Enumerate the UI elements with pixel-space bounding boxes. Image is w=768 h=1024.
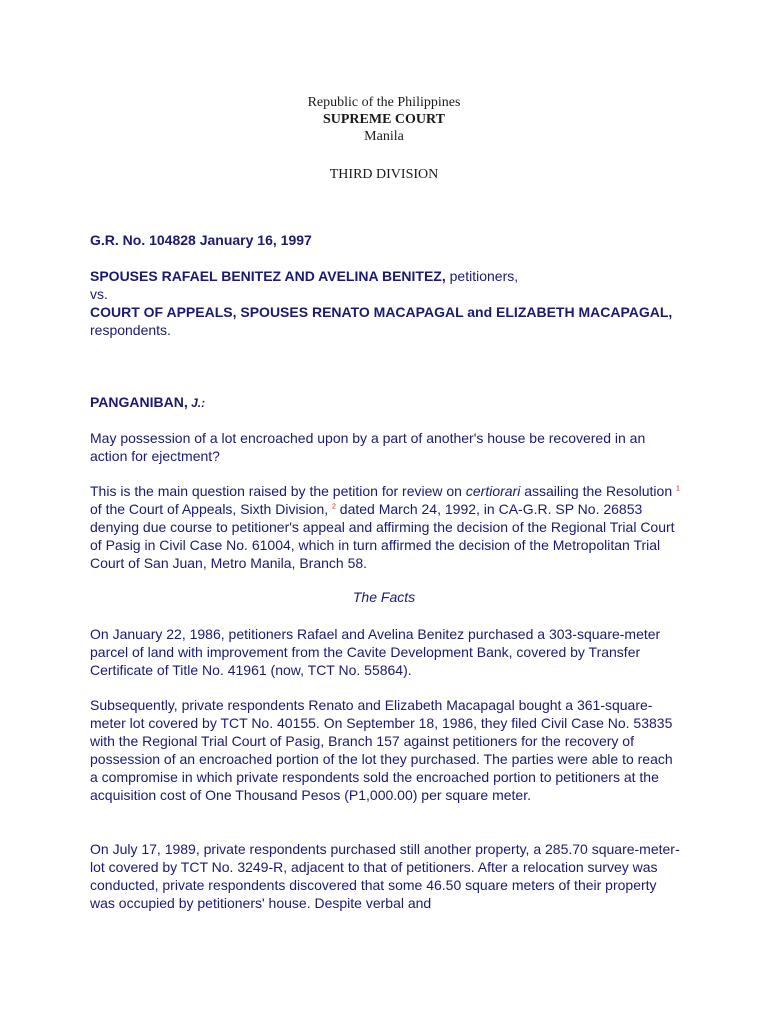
- facts-paragraph-1: On January 22, 1986, petitioners Rafael and Avelina Benitez purchased a 303-square-meter parcel of land with improvement from the Cavite Development Bank, covered by Transfer Certificate of Title No. 41961 (now, TCT No. 55864).: [90, 626, 661, 678]
- court-name: SUPREME COURT: [322, 112, 445, 127]
- certiorari-term: certiorari: [465, 483, 521, 499]
- intro-paragraph: [90, 482, 680, 572]
- respondents-line: [90, 303, 678, 339]
- facts-paragraph-2: Subsequently, private respondents Renato and Elizabeth Macapagal bought a 361-square-meter lot covered by TCT No. 40155. On September 18, 1986, they filed Civil Case No. 53835 with the Regional Trial Court of Pasig, Branch 157 against petitioners for the recovery of possession of an encroached portion of the lot they purchased. The parties were able to reach a compromise in which private respondents sold the encroached portion to petitioners at the acquisition cost of One Thousand Pesos (P1,000.00) per square meter.: [90, 697, 673, 803]
- case-number: G.R. No. 104828 January 16, 1997: [90, 232, 312, 248]
- ponente-name: PANGANIBAN,: [90, 394, 188, 410]
- respondents-role: respondents.: [90, 322, 171, 338]
- intro-text-3: of the Court of Appeals, Sixth Division,: [90, 501, 333, 517]
- question-paragraph: May possession of a lot encroached upon by a part of another's house be recovered in an action for ejectment?: [90, 430, 646, 464]
- court-city: Manila: [364, 129, 404, 144]
- intro-text-2: assailing the Resolution: [520, 483, 676, 499]
- versus-line: vs.: [90, 286, 108, 302]
- ponente: [90, 393, 205, 412]
- petitioners-names: SPOUSES RAFAEL BENITEZ AND AVELINA BENITEZ,: [90, 268, 446, 284]
- facts-heading: The Facts: [352, 589, 416, 605]
- respondents-names: COURT OF APPEALS, SPOUSES RENATO MACAPAGAL and ELIZABETH MACAPAGAL,: [90, 304, 673, 320]
- ponente-title: J.:: [187, 396, 206, 410]
- division-title: THIRD DIVISION: [329, 167, 439, 182]
- petitioners-role: petitioners,: [445, 268, 519, 284]
- case-parties: [90, 267, 678, 339]
- petitioners-line: [90, 267, 678, 285]
- intro-text-4: dated March 24, 1992, in CA-G.R. SP No. 26853 denying due course to petitioner's appeal and affirming the decision of the Regional Trial Court of Pasig in Civil Case No. 61004, which in turn affirmed the decision of the Metropolitan Trial Court of San Juan, Metro Manila, Branch 58.: [90, 501, 675, 571]
- facts-paragraph-3: On July 17, 1989, private respondents purchased still another property, a 285.70 square-meter-lot covered by TCT No. 3249-R, adjacent to that of petitioners. After a relocation survey was conducted, private respondents discovered that some 46.50 square meters of their property was occupied by petitioners' house. Despite verbal and: [90, 841, 680, 911]
- footnote-1-link[interactable]: 1: [676, 485, 680, 493]
- court-header: [90, 94, 678, 145]
- republic-line: Republic of the Philippines: [307, 95, 461, 110]
- intro-text-1: This is the main question raised by the petition for review on: [90, 483, 466, 499]
- footnote-2-link[interactable]: 2: [332, 503, 336, 511]
